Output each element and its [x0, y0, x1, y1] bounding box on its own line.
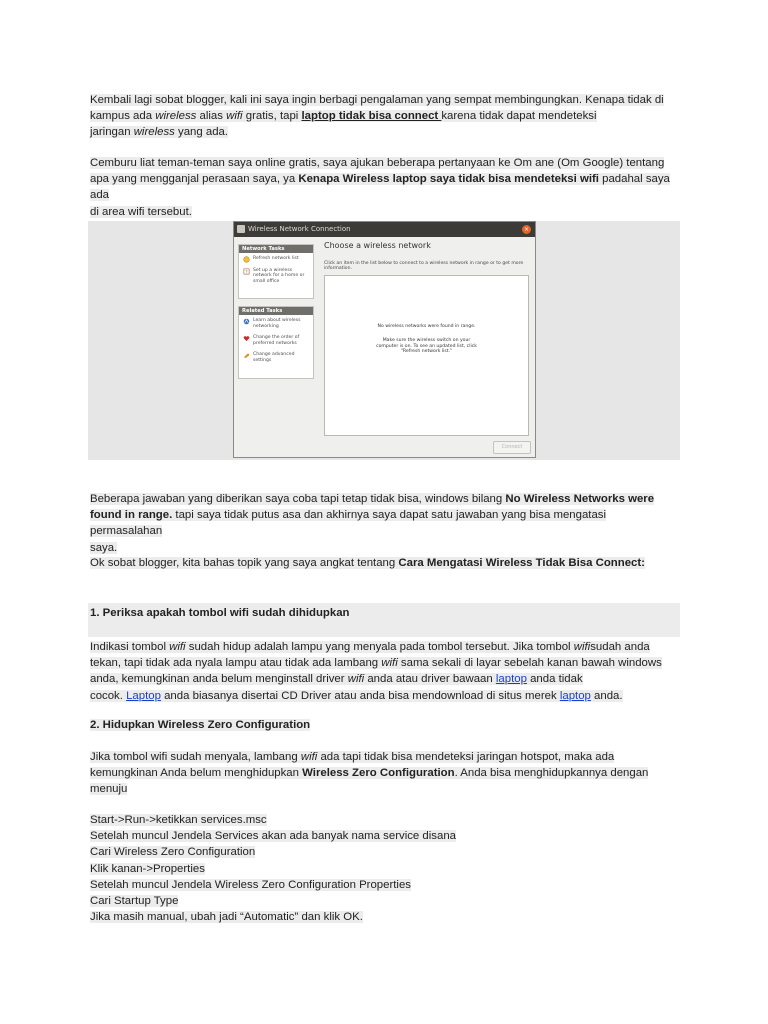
p2-line-1: Cemburu liat teman-teman saya online gratis, saya ajukan beberapa pertanyaan ke Om ane (Om Google) tentang: [90, 157, 665, 169]
paragraph-4: [90, 555, 680, 571]
heading-1: [90, 605, 680, 621]
step-item: Jika masih manual, ubah jadi “Automatic” dan klik OK.: [90, 911, 363, 924]
p2-text: apa yang mengganjal perasaan saya, ya: [90, 173, 299, 186]
paragraph-3: [90, 491, 680, 556]
settings-icon: [243, 352, 250, 359]
p5-text: Indikasi tombol: [90, 641, 170, 653]
p6-text: . Anda bisa menghidupkannya dengan: [454, 767, 649, 780]
no-networks-message: No wireless networks were found in range.: [377, 324, 476, 329]
step-item: Klik kanan->Properties: [90, 862, 205, 875]
intro-text: jaringan: [90, 126, 134, 139]
p2-text: padahal saya ada: [90, 173, 670, 202]
order-task: [239, 332, 313, 349]
p5-italic: wifi: [169, 641, 186, 653]
p3-text: tapi saya tidak putus asa dan akhirnya saya dapat satu jawaban yang bisa mengatasi permasalahan: [90, 509, 607, 538]
paragraph-5: [90, 639, 680, 704]
p6-italic: wifi: [300, 751, 318, 763]
paragraph-6: [90, 749, 680, 798]
p3-bold: found in range.: [90, 509, 173, 522]
p5-italic: wifi: [381, 657, 398, 670]
order-label: Change the order of preferred networks: [253, 335, 300, 346]
p5-italic: wifi: [347, 673, 365, 686]
dialog-title: Wireless Network Connection: [248, 225, 351, 233]
p2-line-3: di area wifi tersebut.: [90, 205, 192, 218]
intro-line-1: Kembali lagi sobat blogger, kali ini saya ingin berbagi pengalaman yang sempat membingungkan. Kenapa tidak di: [90, 94, 664, 106]
laptop-link[interactable]: laptop: [559, 689, 591, 702]
p5-text: sama sekali di layar sebelah kanan bawah windows: [397, 657, 662, 670]
p6-text: kemungkinan Anda belum menghidupkan: [90, 767, 303, 780]
p5-text: cocok.: [90, 689, 127, 702]
intro-text: yang ada.: [174, 126, 229, 139]
intro-paragraph: [90, 92, 680, 141]
no-networks-hint: Make sure the wireless switch on your computer is on. To see an updated list, click "Refresh network list.": [376, 338, 477, 355]
step-item: Cari Startup Type: [90, 895, 179, 908]
intro-text: alias: [196, 110, 227, 123]
network-tasks-panel: [238, 244, 314, 299]
network-list: [324, 275, 529, 436]
p6-bold: Wireless Zero Configuration: [302, 767, 455, 780]
p5-text: anda tidak: [526, 673, 583, 686]
p6-text: Jika tombol wifi sudah menyala, lambang: [90, 751, 301, 763]
heading-2: [90, 717, 680, 733]
connect-button: Connect: [493, 441, 531, 454]
refresh-label: Refresh network list: [253, 256, 299, 261]
p5-text: anda, kemungkinan anda belum menginstall driver: [90, 673, 348, 686]
p4-text: Ok sobat blogger, kita bahas topik yang saya angkat tentang: [90, 557, 399, 569]
info-icon: [243, 318, 250, 325]
intro-italic: wireless: [133, 126, 175, 139]
refresh-task: [239, 253, 313, 265]
laptop-connect-link[interactable]: laptop tidak bisa connect: [301, 110, 442, 123]
dialog-titlebar: [234, 222, 535, 237]
p4-bold: Cara Mengatasi Wireless Tidak Bisa Connect:: [398, 557, 645, 569]
network-tasks-heading: Network Tasks: [239, 245, 313, 253]
laptop-link[interactable]: laptop: [495, 673, 527, 686]
related-tasks-heading: Related Tasks: [239, 307, 313, 315]
advanced-task: [239, 349, 313, 366]
p6-line-3: menuju: [90, 783, 128, 796]
close-icon: ×: [523, 226, 530, 233]
step-item: Start->Run->ketikkan services.msc: [90, 814, 267, 826]
learn-task: [239, 315, 313, 332]
network-app-icon: [237, 225, 245, 233]
advanced-label: Change advanced settings: [253, 352, 295, 363]
p5-text: anda biasanya disertai CD Driver atau anda bisa mendownload di situs merek: [160, 689, 560, 702]
intro-text: karena tidak dapat mendeteksi: [441, 110, 597, 123]
p5-text: sudah anda: [590, 641, 650, 653]
p3-line-3: saya.: [90, 541, 118, 554]
paragraph-2: [90, 155, 680, 220]
setup-task: [239, 265, 313, 288]
choose-network-heading: Choose a wireless network: [324, 241, 431, 250]
related-tasks-panel: [238, 306, 314, 379]
step-item: Setelah muncul Jendela Wireless Zero Configuration Properties: [90, 878, 411, 891]
setup-label: Set up a wireless network for a home or small office: [253, 267, 305, 284]
p5-text: sudah hidup adalah lampu yang menyala pada tombol tersebut. Jika tombol: [185, 641, 574, 653]
choose-network-description: Click an item in the list below to connect to a wireless network in range or to get more information.: [324, 261, 524, 272]
p5-text: tekan, tapi tidak ada nyala lampu atau tidak ada lambang: [90, 657, 382, 670]
intro-text: gratis, tapi: [242, 110, 302, 123]
wireless-dialog-image: [233, 221, 536, 458]
steps-list: [90, 812, 680, 925]
svg-text:?: ?: [245, 270, 248, 275]
p5-text: anda.: [590, 689, 623, 702]
p6-text: ada tapi tidak bisa mendeteksi jaringan hotspot, maka ada: [317, 751, 615, 763]
step-item: Cari Wireless Zero Configuration: [90, 846, 256, 859]
learn-label: Learn about wireless networking: [253, 318, 301, 329]
step-item: Setelah muncul Jendela Services akan ada banyak nama service disana: [90, 830, 456, 843]
intro-italic: wifi: [226, 110, 243, 123]
p2-bold: Kenapa Wireless laptop saya tidak bisa mendeteksi wifi: [298, 173, 599, 186]
refresh-icon: [243, 256, 250, 263]
heading-1-text: 1. Periksa apakah tombol wifi sudah dihidupkan: [90, 607, 350, 619]
setup-network-icon: [243, 268, 250, 275]
intro-text: kampus ada: [90, 110, 156, 123]
heading-2-text: 2. Hidupkan Wireless Zero Configuration: [90, 719, 311, 731]
p5-italic: wifi: [573, 641, 591, 653]
favorite-icon: [243, 335, 250, 342]
p3-bold: No Wireless Networks were: [505, 493, 655, 505]
laptop-link[interactable]: Laptop: [126, 689, 161, 702]
p5-text: anda atau driver bawaan: [364, 673, 496, 686]
p3-text: Beberapa jawaban yang diberikan saya coba tapi tetap tidak bisa, windows bilang: [90, 493, 506, 505]
intro-italic: wireless: [155, 110, 197, 123]
